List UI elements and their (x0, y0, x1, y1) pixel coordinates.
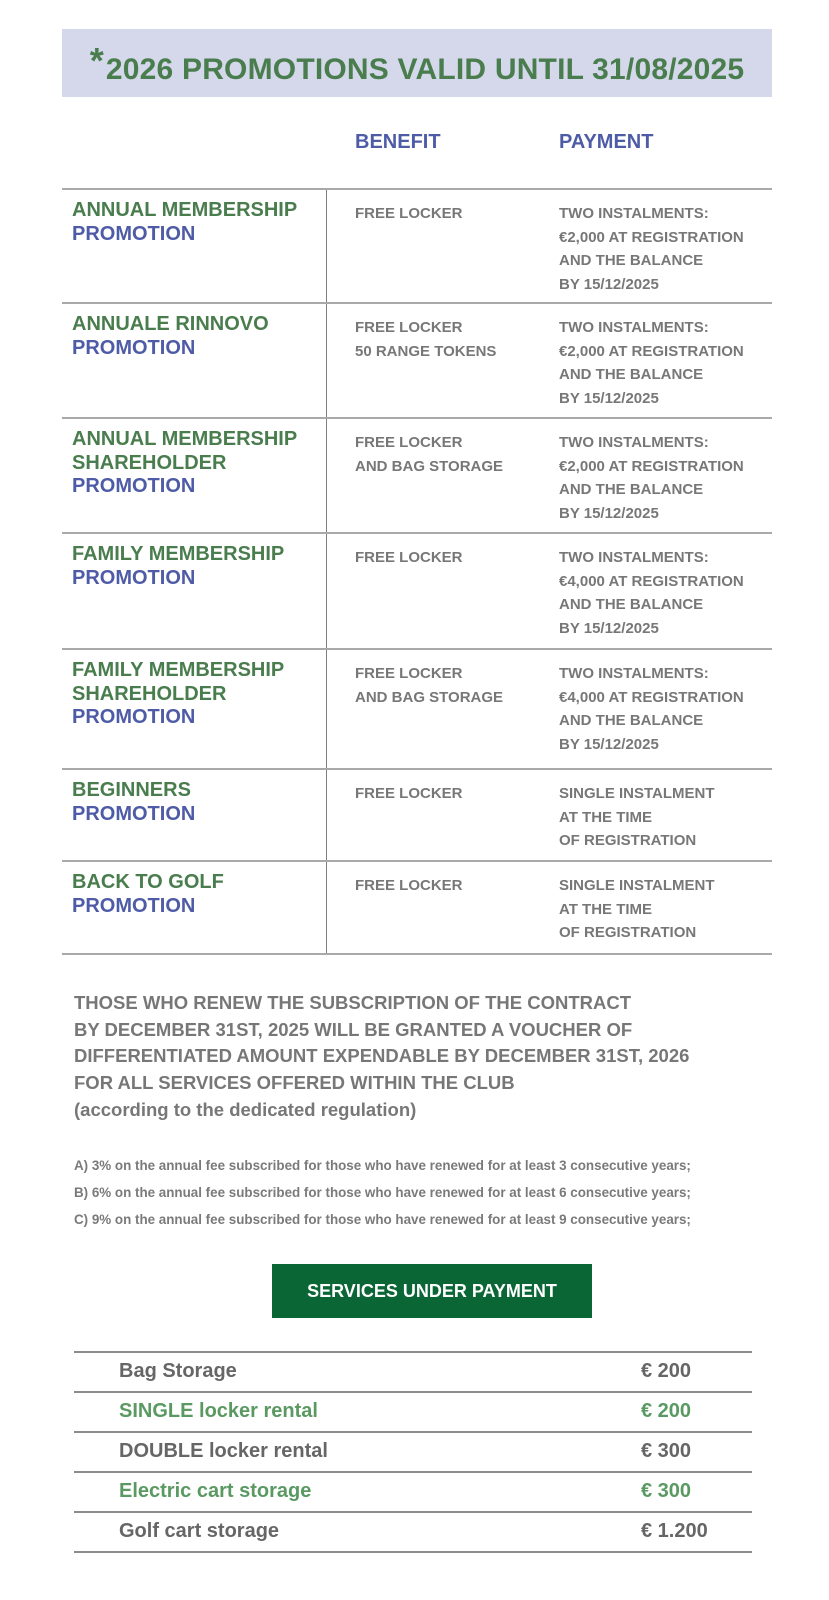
promo-name (72, 659, 284, 730)
payment-line: €4,000 AT REGISTRATION (559, 572, 744, 590)
discount-item-a: A) 3% on the annual fee subscribed for those who have renewed for at least 3 consecutive years; (74, 1158, 691, 1173)
promo-payment (559, 316, 744, 410)
promo-row-family-membership-shareholder (62, 650, 772, 770)
payment-line: TWO INSTALMENTS: (559, 665, 709, 682)
promo-name-line: BEGINNERS (72, 779, 191, 801)
renewal-line: DIFFERENTIATED AMOUNT EXPENDABLE BY DECEMBER 31ST, 2026 (74, 1045, 690, 1067)
promo-name (72, 871, 224, 918)
promo-benefit (355, 874, 463, 898)
payment-line: TWO INSTALMENTS: (559, 434, 709, 451)
payment-line: €4,000 AT REGISTRATION (559, 688, 744, 706)
service-row-single-locker (74, 1393, 752, 1433)
benefit-line: FREE LOCKER (355, 785, 463, 802)
discount-list (74, 1152, 691, 1233)
service-price: € 300 (641, 1480, 692, 1502)
service-name: Electric cart storage (119, 1480, 312, 1502)
column-divider (326, 304, 327, 417)
promo-suffix: PROMOTION (72, 802, 196, 825)
column-divider (326, 650, 327, 768)
service-row-electric-cart-storage (74, 1473, 752, 1513)
promo-row-back-to-golf (62, 862, 772, 955)
promo-row-beginners (62, 770, 772, 862)
services-under-payment-button[interactable]: SERVICES UNDER PAYMENT (272, 1264, 592, 1318)
promo-row-annual-membership (62, 190, 772, 304)
promo-payment (559, 662, 744, 756)
column-header-benefit: BENEFIT (355, 131, 441, 153)
promo-row-annual-membership-shareholder (62, 419, 772, 534)
payment-line: AND THE BALANCE (559, 596, 704, 613)
promo-suffix: PROMOTION (72, 475, 196, 497)
promo-name-line: FAMILY MEMBERSHIP (72, 543, 285, 565)
promo-suffix: PROMOTION (72, 894, 196, 917)
service-price: € 200 (641, 1360, 692, 1382)
promo-name (72, 428, 297, 499)
payment-line: €2,000 AT REGISTRATION (559, 228, 744, 246)
benefit-line: FREE LOCKER (355, 877, 463, 894)
column-divider (326, 534, 327, 648)
payment-line: TWO INSTALMENTS: (559, 205, 709, 222)
promo-benefit (355, 782, 463, 806)
payment-line: BY 15/12/2025 (559, 504, 659, 522)
benefit-line: AND BAG STORAGE (355, 688, 504, 706)
payment-line: AT THE TIME (559, 900, 653, 918)
promo-benefit (355, 546, 463, 570)
promo-name (72, 779, 195, 826)
column-header-payment: PAYMENT (559, 131, 654, 153)
payment-line: AND THE BALANCE (559, 712, 704, 729)
column-divider (326, 770, 327, 860)
banner-title-text: 2026 PROMOTIONS VALID UNTIL 31/08/2025 (105, 52, 745, 86)
promo-benefit (355, 431, 503, 478)
payment-line: AND THE BALANCE (559, 252, 704, 269)
payment-line: BY 15/12/2025 (559, 619, 659, 637)
renewal-regulation-note: (according to the dedicated regulation) (74, 1098, 417, 1120)
service-row-double-locker (74, 1433, 752, 1473)
benefit-line: FREE LOCKER (355, 205, 463, 222)
promo-name-line: ANNUAL MEMBERSHIP (72, 199, 298, 221)
asterisk: * (89, 39, 104, 81)
service-row-golf-cart-storage (74, 1513, 752, 1553)
promo-name-line: FAMILY MEMBERSHIP (72, 659, 285, 681)
promo-name (72, 313, 269, 360)
payment-line: €2,000 AT REGISTRATION (559, 342, 744, 360)
service-price: € 300 (641, 1440, 692, 1462)
promo-payment (559, 782, 715, 853)
payment-line: TWO INSTALMENTS: (559, 549, 709, 566)
service-price: € 200 (641, 1400, 692, 1422)
promo-suffix: PROMOTION (72, 222, 196, 245)
promo-suffix: PROMOTION (72, 706, 196, 728)
payment-line: OF REGISTRATION (559, 924, 697, 941)
payment-line: SINGLE INSTALMENT (559, 785, 715, 802)
banner-title (90, 40, 745, 87)
promo-benefit (355, 316, 496, 363)
column-divider (326, 190, 327, 302)
payment-line: AND THE BALANCE (559, 481, 704, 498)
renewal-voucher-notice (74, 990, 689, 1124)
benefit-line: FREE LOCKER (355, 319, 463, 336)
discount-item-c: C) 9% on the annual fee subscribed for those who have renewed for at least 9 consecutive years; (74, 1212, 691, 1227)
promo-payment (559, 431, 744, 525)
column-divider (326, 419, 327, 532)
services-price-table (74, 1351, 752, 1553)
promo-name-line: SHAREHOLDER (72, 682, 227, 705)
promo-payment (559, 874, 715, 945)
payment-line: TWO INSTALMENTS: (559, 319, 709, 336)
promo-name (72, 199, 297, 246)
promotions-banner (62, 29, 772, 97)
promo-payment (559, 202, 744, 296)
service-name: DOUBLE locker rental (119, 1440, 328, 1462)
benefit-line: AND BAG STORAGE (355, 457, 504, 475)
payment-line: BY 15/12/2025 (559, 389, 659, 407)
service-price: € 1.200 (641, 1520, 708, 1542)
promo-benefit (355, 202, 463, 226)
payment-line: €2,000 AT REGISTRATION (559, 457, 744, 475)
column-divider (326, 862, 327, 953)
renewal-line: FOR ALL SERVICES OFFERED WITHIN THE CLUB (74, 1072, 515, 1094)
payment-line: BY 15/12/2025 (559, 735, 659, 753)
promo-benefit (355, 662, 503, 709)
discount-item-b: B) 6% on the annual fee subscribed for those who have renewed for at least 6 consecutive years; (74, 1185, 691, 1200)
payment-line: BY 15/12/2025 (559, 275, 659, 293)
payment-line: AND THE BALANCE (559, 366, 704, 383)
benefit-line: FREE LOCKER (355, 549, 463, 566)
payment-line: AT THE TIME (559, 808, 653, 826)
renewal-line: THOSE WHO RENEW THE SUBSCRIPTION OF THE CONTRACT (74, 992, 632, 1013)
promo-suffix: PROMOTION (72, 336, 196, 359)
benefit-line: 50 RANGE TOKENS (355, 342, 497, 360)
service-name: SINGLE locker rental (119, 1400, 318, 1422)
payment-line: SINGLE INSTALMENT (559, 877, 715, 894)
renewal-line: BY DECEMBER 31ST, 2025 WILL BE GRANTED A VOUCHER OF (74, 1018, 633, 1040)
benefit-line: FREE LOCKER (355, 434, 463, 451)
promo-name-line: ANNUAL MEMBERSHIP (72, 428, 298, 450)
service-row-bag-storage (74, 1353, 752, 1393)
benefit-line: FREE LOCKER (355, 665, 463, 682)
promotions-table (62, 188, 772, 955)
promo-name-line: BACK TO GOLF (72, 871, 224, 893)
promo-name-line: SHAREHOLDER (72, 451, 227, 474)
payment-line: OF REGISTRATION (559, 832, 697, 849)
service-name: Golf cart storage (119, 1520, 280, 1542)
promo-payment (559, 546, 744, 640)
promo-name-line: ANNUALE RINNOVO (72, 313, 269, 335)
service-name: Bag Storage (119, 1360, 237, 1382)
promo-suffix: PROMOTION (72, 566, 196, 589)
promo-row-annuale-rinnovo (62, 304, 772, 419)
promo-name (72, 543, 284, 590)
promo-row-family-membership (62, 534, 772, 650)
